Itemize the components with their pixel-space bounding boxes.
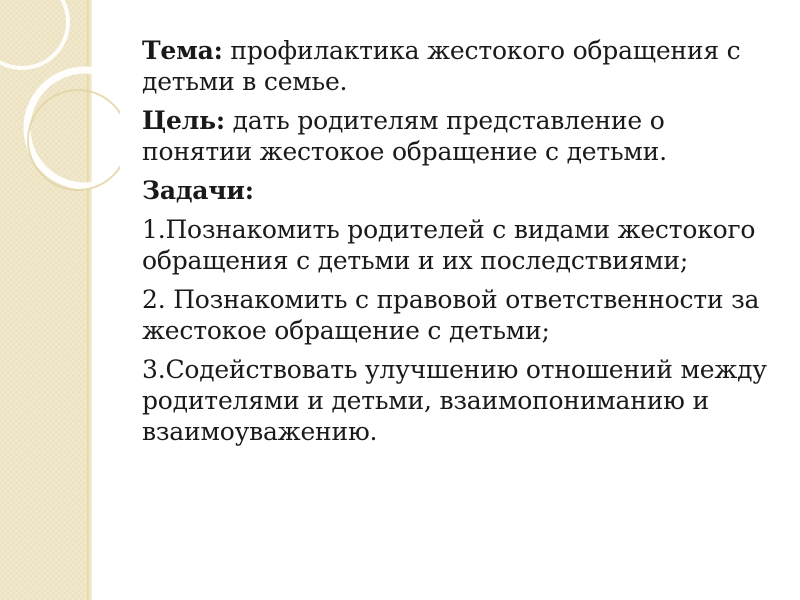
task-item: 1.Познакомить родителей с видами жестокого обращения с детьми и их последствиями; [142, 215, 756, 275]
goal-text: дать родителям представление о понятии жестокое обращение с детьми. [142, 106, 667, 166]
tasks-heading: Задачи: [142, 176, 254, 205]
task-item: 3.Содействовать улучшению отношений между родителями и детьми, взаимопониманию и взаимоуважению. [142, 355, 767, 446]
slide-content [142, 35, 782, 455]
goal-paragraph [142, 105, 782, 167]
task-item: 2. Познакомить с правовой ответственности за жестокое обращение с детьми; [142, 285, 760, 345]
decorative-rings-icon [0, 0, 120, 230]
topic-label: Тема: [142, 36, 223, 65]
topic-text: профилактика жестокого обращения с детьми в семье. [142, 36, 741, 96]
goal-label: Цель: [142, 106, 225, 135]
topic-paragraph [142, 35, 782, 97]
